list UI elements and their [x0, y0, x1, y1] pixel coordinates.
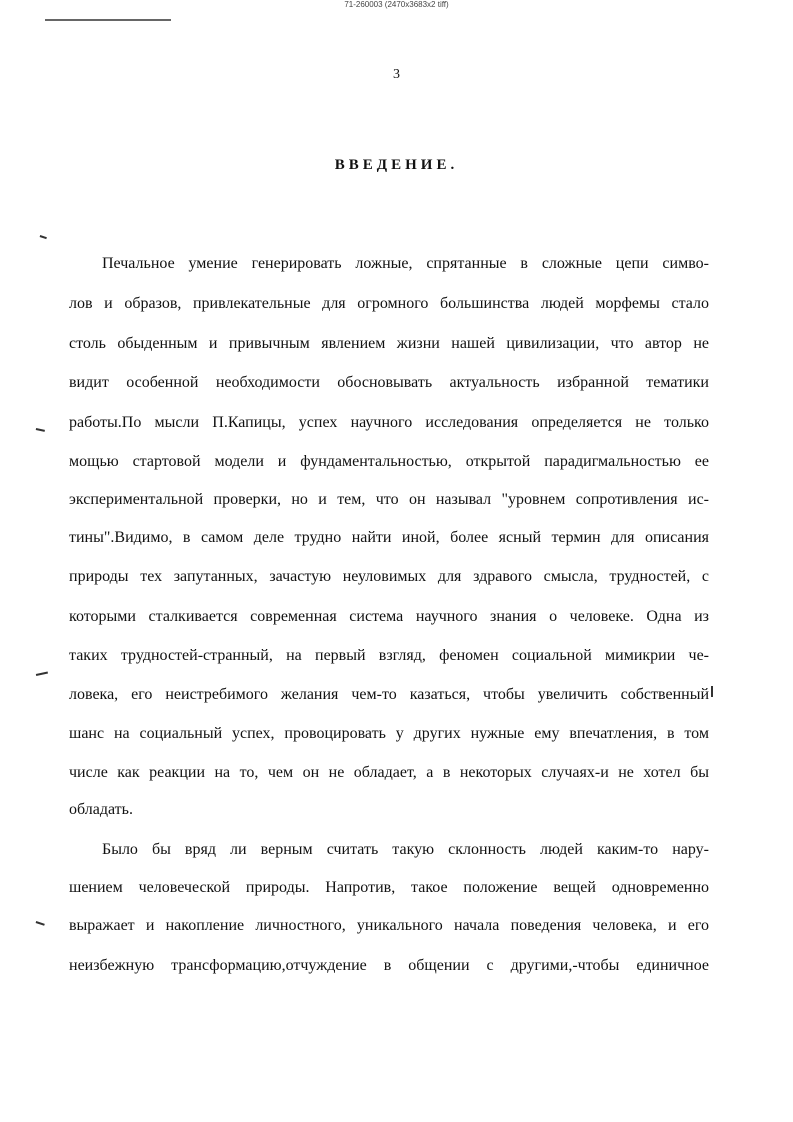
text-line: Печальное умение генерировать ложные, спрятанные в сложные цепи симво- [102, 255, 709, 272]
text-line: экспериментальной проверки, но и тем, что он называл "уровнем сопротивления ис- [69, 491, 709, 508]
text-line: обладать. [69, 801, 133, 818]
text-line: природы тех запутанных, зачастую неуловимых для здравого смысла, трудностей, с [69, 568, 709, 585]
text-line: работы.По мысли П.Капицы, успех научного исследования определяется не только [69, 414, 709, 431]
page-number: 3 [393, 67, 400, 82]
text-line: неизбежную трансформацию,отчуждение в общении с другими,-чтобы единичное [69, 957, 709, 974]
text-line: видит особенной необходимости обосновывать актуальность избранной тематики [69, 374, 709, 391]
text-line: выражает и накопление личностного, уникального начала поведения человека, и его [69, 917, 709, 934]
scan-artifact-line [45, 19, 171, 21]
text-line: столь обыденным и привычным явлением жизни нашей цивилизации, что автор не [69, 335, 709, 352]
text-line: тины".Видимо, в самом деле трудно найти иной, более ясный термин для описания [69, 529, 709, 546]
text-line: которыми сталкивается современная система научного знания о человеке. Одна из [69, 608, 709, 625]
margin-mark [36, 672, 48, 676]
text-line: числе как реакции на то, чем он не обладает, а в некоторых случаях-и не хотел бы [69, 764, 709, 781]
margin-mark [36, 428, 45, 431]
margin-mark [36, 921, 45, 925]
scan-file-label: 71-260003 (2470x3683x2 tiff) [344, 0, 449, 9]
page-title: ВВЕДЕНИЕ. [334, 157, 459, 173]
text-line: шанс на социальный успех, провоцировать у других нужные ему впечатления, в том [69, 725, 709, 742]
text-line: мощью стартовой модели и фундаментальностью, открытой парадигмальностью ее [69, 453, 709, 470]
margin-mark [40, 235, 47, 239]
text-line: ловека, его неистребимого желания чем-то казаться, чтобы увеличить собственный [69, 686, 709, 703]
text-line: таких трудностей-странный, на первый взгляд, феномен социальной мимикрии че- [69, 647, 709, 664]
margin-mark [711, 686, 713, 697]
text-line: шением человеческой природы. Напротив, такое положение вещей одновременно [69, 879, 709, 896]
text-line: Было бы вряд ли верным считать такую склонность людей каким-то нару- [102, 841, 709, 858]
text-line: лов и образов, привлекательные для огромного большинства людей морфемы стало [69, 295, 709, 312]
